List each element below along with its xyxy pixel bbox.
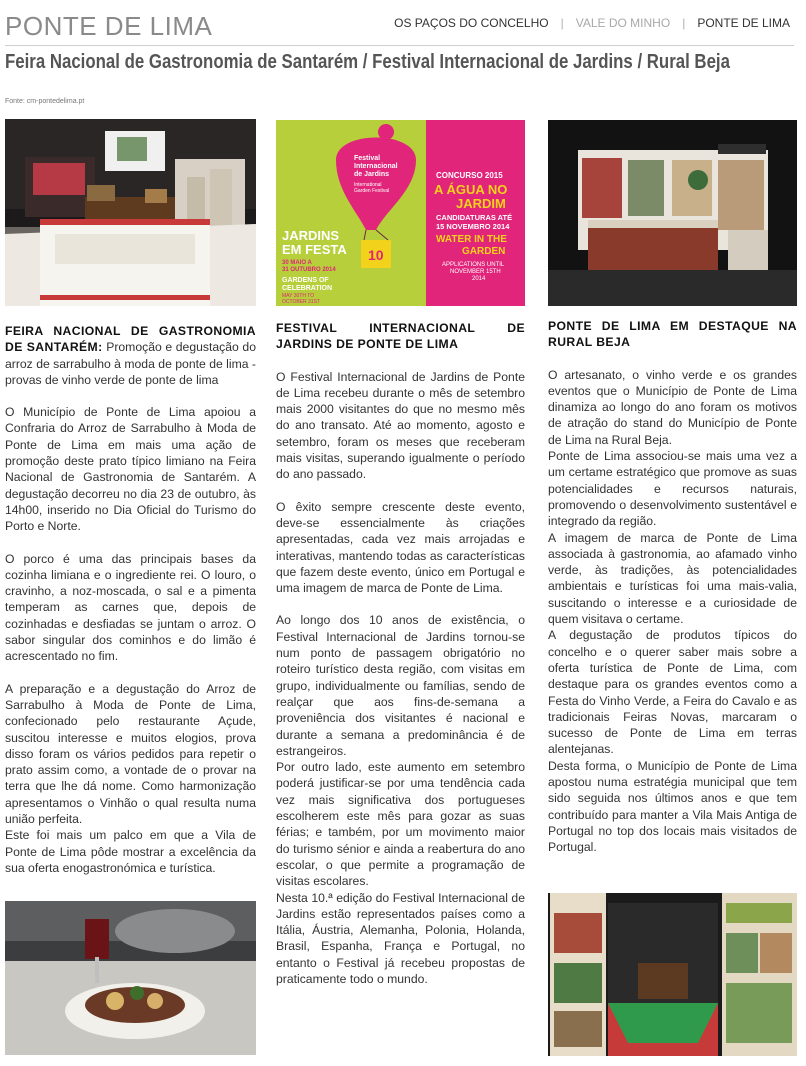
article-column-gastronomia <box>5 323 256 876</box>
poster-applications-line3: 2014 <box>472 276 486 282</box>
article-headline: Feira Nacional de Gastronomia de Santarém / Festival Internacional de Jardins / Rural Beja <box>5 50 730 73</box>
site-title: PONTE DE LIMA <box>5 11 213 41</box>
poster-may-line2: OCTOBER 31ST <box>282 299 320 305</box>
top-nav <box>394 16 790 30</box>
jardins-paragraph-1: O Festival Internacional de Jardins de Ponte de Lima recebeu durante o mês de setembro mais 2000 visitantes do que no mesmo mês do ano transato. Até ao momento, agosto e setembro, foram os meses que receberam mais visitas, superando igualmente o período do ano passado. <box>276 369 525 482</box>
poster-candidaturas-line2: 15 NOVEMBRO 2014 <box>436 222 510 231</box>
poster-dates-line1: 30 MAIO A <box>282 260 312 266</box>
source-credit: Fonte: cm-pontedelima.pt <box>5 98 85 105</box>
poster-may-line1: MAY 30TH TO <box>282 293 315 299</box>
poster-applications-line2: NOVEMBER 15TH <box>450 269 501 275</box>
poster-festival-line4: International <box>354 182 382 188</box>
rural-beja-heading: PONTE DE LIMA EM DESTAQUE NA RURAL BEJA <box>548 319 797 350</box>
rural-beja-paragraph-5: Desta forma, o Município de Ponte de Lima apostou numa estratégia municipal que tem sido seguida nos últimos anos e que tem contribuído para manter a Vila Mais Antiga de Portugal no top dos locais mais visitados de Portugal. <box>548 758 797 855</box>
gastronomia-paragraph-1: O Município de Ponte de Lima apoiou a Confraria do Arroz de Sarrabulho à Moda de Ponte de Lima em mais uma ação de promoção deste prato típico limiano na Feira Nacional de Gastronomia de Santarém. A degustação decorreu no dia 23 de outubro, às 14h00, inserido no Dia Oficial do Turismo do Porto e Norte. <box>5 405 256 534</box>
article-column-jardins <box>276 320 525 987</box>
jardins-paragraph-4: Por outro lado, este aumento em setembro poderá justificar-se por uma tendência cada vez mais significativa dos portugueses escolherem este mês para gozar as suas férias; e também, por um movimento maior do turismo sénior e ainda a reabertura do ano escolar, o que permite a programação de visitas escolares. <box>276 760 525 889</box>
nav-vale-do-minho[interactable]: VALE DO MINHO <box>575 16 671 30</box>
jardins-paragraph-5: Nesta 10.ª edição do Festival Internacional de Jardins estão representados países como a Itália, Áustria, Alemanha, Polonia, Holanda, Brasil, Espanha, França e Portugal, no entanto o Festival já recebeu propostas de praticamente todo o mundo. <box>276 890 525 986</box>
poster-agua-line2: JARDIM <box>456 196 506 211</box>
poster-ten: 10 <box>368 247 384 263</box>
jardins-paragraph-3: Ao longo dos 10 anos de existência, o Festival Internacional de Jardins tornou-se num ponto de passagem obrigatório no roteiro turístico desta região, com visitas em grupo, individualmente ou famílias, sendo de realçar que aos fins-de-semana a proveniência dos visitantes é nacional e durante a semana a predominância é de estrangeiros. <box>276 613 525 758</box>
poster-dates-line2: 31 OUTUBRO 2014 <box>282 267 336 273</box>
festival-poster <box>276 120 525 306</box>
poster-water-line2: GARDEN <box>462 246 506 257</box>
rural-beja-paragraph-1: O artesanato, o vinho verde e os grandes eventos que o Município de Ponte de Lima dinamiza ao longo do ano foram os motivos de atração do stand do Município de Ponte de Lima na Rural Beja. <box>548 367 797 447</box>
poster-festival-line5: Garden Festival <box>354 188 390 194</box>
rural-beja-paragraph-3: A imagem de marca de Ponte de Lima associada à gastronomia, ao afamado vinho verde, às tradições, às potencialidades ambientais e turísticas foi uma mais-valia, suscitando o interesse e a curiosidade de quem visitava o certame. <box>548 530 797 627</box>
article-column-rural-beja <box>548 318 797 856</box>
gastronomia-heading: FEIRA NACIONAL DE GASTRONOMIA DE SANTARÉM: <box>5 324 256 355</box>
nav-separator: | <box>560 16 564 30</box>
poster-applications-line1: APPLICATIONS UNTIL <box>442 262 505 268</box>
header-divider <box>5 45 794 46</box>
poster-festival-line2: Internacional <box>354 163 398 170</box>
gastronomia-paragraph-4: Este foi mais um palco em que a Vila de Ponte de Lima pôde mostrar a excelência da sua oferta enogastronómica e turística. <box>5 828 256 875</box>
nav-separator: | <box>682 16 686 30</box>
poster-agua-line1: A ÁGUA NO <box>434 182 508 197</box>
rural-beja-paragraph-2: Ponte de Lima associou-se mais uma vez a um certame estratégico que promove as suas potencialidades e recursos naturais, promovendo o desenvolvimento sustentável e integrado da região. <box>548 449 797 529</box>
photo-stand-panels <box>548 893 797 1056</box>
poster-festival-line1: Festival <box>354 155 381 162</box>
poster-jardins-line2: EM FESTA <box>282 242 347 257</box>
poster-gardens-line2: CELEBRATION <box>282 285 333 292</box>
photo-gastronomy-table <box>5 119 256 306</box>
gastronomia-paragraph-2: O porco é uma das principais bases da cozinha limiana e o ingrediente rei. O louro, o cravinho, a noz-moscada, o sal e a pimenta temperam as carnes que, depois de cozinhadas e desfiadas se juntam o arroz. O sabor singular dos cominhos e do limão é acrescentado no fim. <box>5 551 256 664</box>
nav-pacos-do-concelho[interactable]: OS PAÇOS DO CONCELHO <box>394 16 549 30</box>
jardins-paragraph-2: O êxito sempre crescente deste evento, deve-se essencialmente às criações apresentadas, cada vez mais arrojadas e interativas, mantendo todas as características que fazem deste evento, único em Portugal e uma imagem de marca de Ponte de Lima. <box>276 499 525 596</box>
poster-water-line1: WATER IN THE <box>436 234 507 245</box>
poster-gardens-line1: GARDENS OF <box>282 277 329 284</box>
photo-rural-beja-stand <box>548 120 797 306</box>
poster-concurso: CONCURSO 2015 <box>436 171 503 180</box>
poster-candidaturas-line1: CANDIDATURAS ATÉ <box>436 213 513 222</box>
poster-festival-line3: de Jardins <box>354 171 390 178</box>
rural-beja-paragraph-4: A degustação de produtos típicos do concelho e o querer saber mais sobre a oferta turística de Ponte de Lima, com destaque para os grandes eventos como a Festa do Vinho Verde, a Feira do Cavalo e as tradicionais Feiras Novas, marcaram o sucesso de Ponte de Lima em terras alentejanas. <box>548 628 797 757</box>
jardins-heading: FESTIVAL INTERNACIONAL DE JARDINS DE PONTE DE LIMA <box>276 321 525 352</box>
photo-sarrabulho-dish <box>5 901 256 1055</box>
nav-ponte-de-lima[interactable]: PONTE DE LIMA <box>697 16 790 30</box>
gastronomia-intro-text: Promoção e degustação do arroz de sarrabulho à moda de ponte de lima - provas de vinho verde de ponte de lima <box>5 340 256 387</box>
gastronomia-intro <box>5 323 256 388</box>
gastronomia-paragraph-3: A preparação e a degustação do Arroz de Sarrabulho à Moda de Ponte de Lima, confecionado pelo restaurante Açude, suscitou interesse e muitos elogios, prova disso foram os vários pedidos para repetir o prato assim como, a vontade de o provar na terra que lhe dá nome. Como harmonização apresentamos o Vinhão o qual resulta numa união perfeita. <box>5 681 256 827</box>
poster-jardins-line1: JARDINS <box>282 228 340 243</box>
